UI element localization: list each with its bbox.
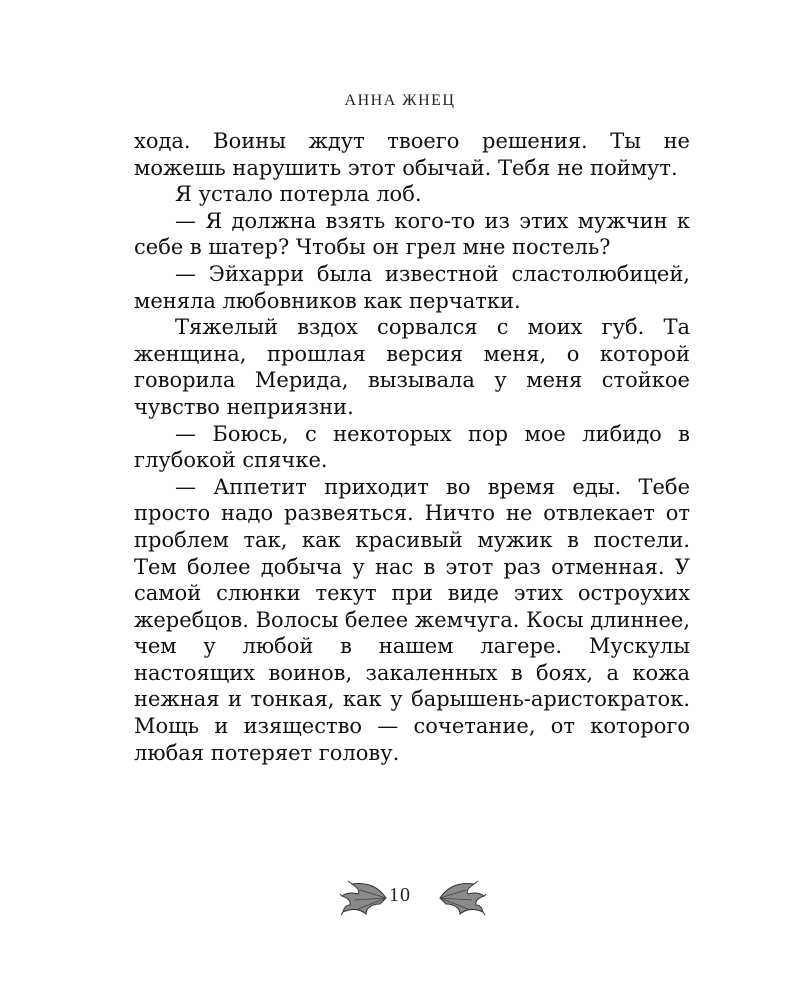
folio: [0, 878, 800, 928]
paragraph: Я устало потерла лоб.: [175, 182, 422, 207]
paragraph: Тяжелый вздох сорвался с моих губ. Та женщина, прошлая версия меня, о которой говорила Мерида, вызывала у меня стойкое чувство неприязни.: [134, 315, 690, 419]
paragraph: хода. Воины ждут твоего решения. Ты не можешь нарушить этот обычай. Тебя не поймут.: [134, 129, 690, 180]
paragraph: — Я должна взять кого-то из этих мужчин к себе в шатер? Чтобы он грел мне постель?: [134, 208, 690, 260]
dragon-wing-right-icon: [438, 878, 486, 918]
page-number: 10: [389, 884, 411, 906]
paragraph: — Эйхарри была известной сластолюбицей, меняла любовников как перчатки.: [134, 261, 690, 313]
body-text: [134, 128, 690, 766]
running-head: АННА ЖНЕЦ: [344, 92, 456, 109]
paragraph: — Боюсь, с некоторых пор мое либидо в глубокой спячке.: [134, 421, 690, 473]
paragraph: — Аппетит приходит во время еды. Тебе просто надо развеяться. Ничто не отвлекает от проблем так, как красивый мужик в постели. Тем более добыча у нас в этот раз отменная. У самой слюнки текут при виде этих остроухих жеребцов. Волосы белее жемчуга. Косы длиннее, чем у любой в нашем лагере. Мускулы настоящих воинов, закаленных в боях, а кожа нежная и тонкая, как у барышень-аристократок. Мощь и изящество — сочетание, от которого любая потеряет голову.: [134, 474, 690, 765]
